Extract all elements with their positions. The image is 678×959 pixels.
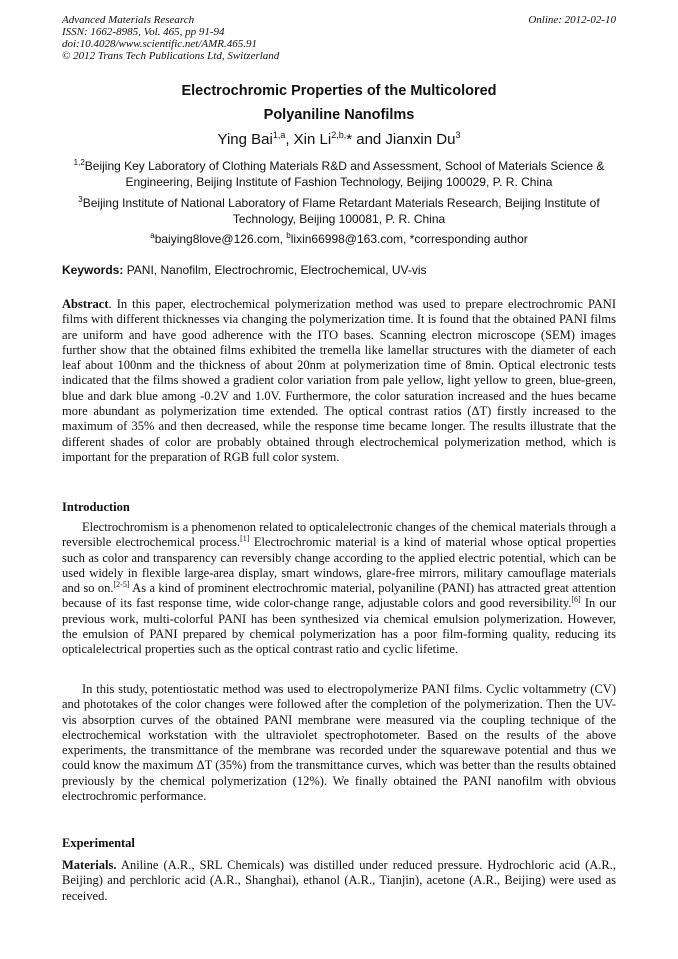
author-3: * and Jianxin Du xyxy=(346,131,456,148)
affiliation-3-sup: 3 xyxy=(78,195,83,204)
citation-2-5: [2-5] xyxy=(113,580,130,590)
author-1-sup: 1,a xyxy=(272,130,286,140)
journal-header xyxy=(62,14,616,62)
journal-name: Advanced Materials Research xyxy=(62,14,195,26)
keywords xyxy=(62,263,616,277)
issn-line: ISSN: 1662-8985, Vol. 465, pp 91-94 xyxy=(62,26,225,38)
email-line xyxy=(62,228,616,247)
author-list xyxy=(62,130,616,148)
affiliation-3-text: Beijing Institute of National Laboratory of Flame Retardant Materials Research, Beijing Institute of Technology, Beijing 100081, P. R. China xyxy=(82,196,600,226)
abstract-label: Abstract xyxy=(62,297,109,311)
intro-p1-part-c: As a kind of prominent electrochromic material, polyaniline (PANI) has attracted great attention because of its fast response time, wide color-change range, adjustable colors and good reversibility. xyxy=(62,581,616,611)
introduction-paragraph-1 xyxy=(62,520,616,658)
intro-p1-part-d: In our previous work, multi-colorful PANI has been synthesized via chemical emulsion polymerization. However, the emulsion of PANI prepared by chemical polymerization has a poor film-forming quality, reducing its opticalelectrical properties such as the optical contrast ratio and cyclic lifetime. xyxy=(62,596,616,657)
author-2: , Xin Li xyxy=(285,131,332,148)
keywords-text: PANI, Nanofilm, Electrochromic, Electrochemical, UV-vis xyxy=(123,263,427,277)
materials-paragraph xyxy=(62,858,616,904)
affiliation-1 xyxy=(62,155,616,190)
doi-line: doi:10.4028/www.scientific.net/AMR.465.91 xyxy=(62,38,258,50)
citation-6: [6] xyxy=(571,595,581,605)
email-a: baiying8love@126.com, xyxy=(154,232,287,246)
intro-p1-part-b: Electrochromic material is a kind of material whose optical properties such as color and transparency can reversibly change according to the applied electric potential, which can be used widely in flexible large-area display, smart windows, glare-free mirrors, military camouflage materials and so on. xyxy=(62,535,616,596)
author-1: Ying Bai xyxy=(217,131,273,148)
email-b-sup: b xyxy=(286,231,291,240)
affiliation-3 xyxy=(62,192,616,227)
author-2-sup: 2,b, xyxy=(331,130,347,140)
abstract-paragraph xyxy=(62,297,616,465)
introduction-heading: Introduction xyxy=(62,500,130,514)
paper-title-line-2: Polyaniline Nanofilms xyxy=(263,107,415,123)
paper-title-line-1: Electrochromic Properties of the Multicolored xyxy=(181,83,497,99)
abstract-text: . In this paper, electrochemical polymerization method was used to prepare electrochromic PANI films with different thicknesses via changing the polymerization time. It is found that the obtained PANI films are uniform and have good adherence with the ITO bases. Scanning electron microscope (SEM) images further show that the obtained films exhibited the tremella like lamellar structures with the diameter of each leaf about 100nm and the thickness of about 20nm at polymerization time of 8min. Optical electronic tests indicated that the films showed a gradient color variation from pale yellow, light yellow to green, blue-green, blue and dark blue among -0.2V and 1.0V. Furthermore, the color saturation increased and the hues became more abundant as polymerization time extended. The optical contrast ratios (ΔT) firstly increased to the maximum of 35% and then decreased, while the response time became longer. The results illustrate that the different shades of color are probably obtained through electrochemical polymerization method, which is important for the preparation of RGB full color system. xyxy=(62,297,616,464)
online-date: Online: 2012-02-10 xyxy=(528,14,616,26)
keywords-label: Keywords: xyxy=(62,263,124,277)
introduction-paragraph-2: In this study, potentiostatic method was used to electropolymerize PANI films. Cyclic voltammetry (CV) and phototakes of the color changes were followed after the completion of the polymerization. Then the UV-vis absorption curves of the obtained PANI membrane were measured via the coupling technique of the electrochemical workstation with the ultraviolet spectrophotometer. Based on the results of the above experiments, the transmittance of the membrane was recorded under the squarewave potential and thus we could know the maximum ΔT (35%) from the transmittance curves, which was better than the results obtained previously by the chemical polymerization (12%). We finally obtained the PANI nanofilm with obvious electrochromic performance. xyxy=(62,682,616,804)
experimental-heading: Experimental xyxy=(62,836,135,850)
materials-label: Materials. xyxy=(62,858,117,872)
citation-1: [1] xyxy=(240,534,250,544)
email-a-sup: a xyxy=(150,231,155,240)
intro-p1-part-a: Electrochromism is a phenomenon related to opticalelectronic changes of the chemical materials through a reversible electrochemical process. xyxy=(62,520,616,550)
copyright-line: © 2012 Trans Tech Publications Ltd, Switzerland xyxy=(62,50,280,62)
author-3-sup: 3 xyxy=(455,130,461,140)
materials-text: Aniline (A.R., SRL Chemicals) was distilled under reduced pressure. Hydrochloric acid (A.R., Beijing) and perchloric acid (A.R., Shanghai), ethanol (A.R., Tianjin), acetone (A.R., Beijing) were used as received. xyxy=(62,858,616,903)
email-b: lixin66998@163.com, *corresponding author xyxy=(290,232,528,246)
affiliation-1-text: Beijing Key Laboratory of Clothing Materials R&D and Assessment, School of Materials Science & Engineering, Beijing Institute of Fashion Technology, Beijing 100029, P. R. China xyxy=(84,159,605,189)
affiliation-1-sup: 1,2 xyxy=(73,158,85,167)
